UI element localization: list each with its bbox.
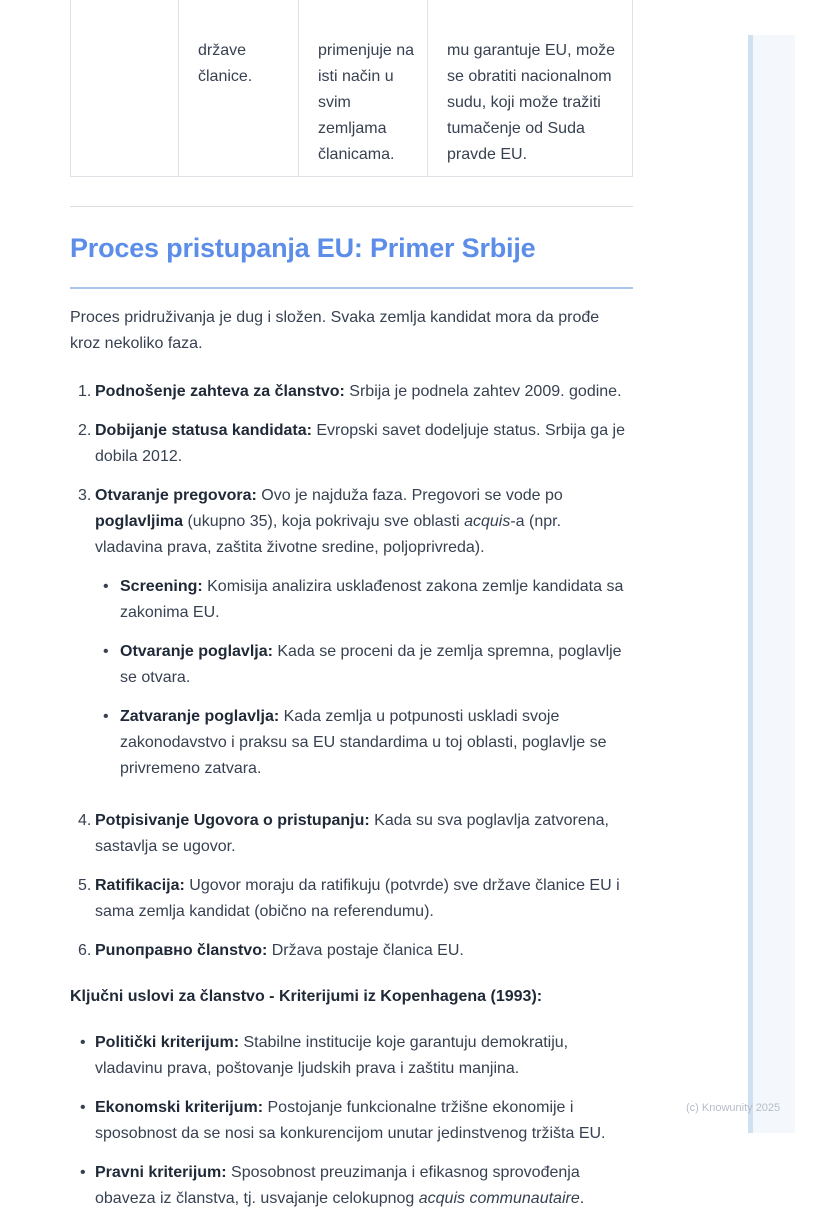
bullet-icon: • [103,708,109,725]
table-cell: države članice. [178,0,298,176]
list-item-text: Politički kriterijum: Stabilne institucije koje garantuju demokratiju, vladavinu prava, poštovanje ljudskih prava i zaštitu manjina. [95,1034,569,1077]
list-item-text: Dobijanje statusa kandidata: Evropski savet dodeljuje status. Srbija ga je dobila 2012. [95,422,625,465]
table-cell [70,0,178,176]
list-item [70,483,633,795]
intro-paragraph: Proces pridruživanja je dug i složen. Svaka zemlja kandidat mora da prođe kroz nekoliko faza. [70,309,600,352]
page-edge-fill [753,35,795,1133]
substeps-list [95,574,633,782]
list-item [70,808,633,860]
list-item [70,379,633,405]
list-item-text: Screening: Komisija analizira usklađenost zakona zemlje kandidata sa zakonima EU. [120,578,624,621]
table-cell: mu garantuje EU, može se obratiti nacionalnom sudu, koji može tražiti tumačenje od Suda pravde EU. [427,0,633,176]
list-item-text: Potpisivanje Ugovora o pristupanju: Kada su sva poglavlja zatvorena, sastavlja se ugovor. [95,812,609,855]
list-item-text: Zatvaranje poglavlja: Kada zemlja u potpunosti uskladi svoje zakonodavstvo i praksu sa EU standardima u toj oblasti, poglavlje se privremeno zatvara. [120,708,607,777]
list-item-text: Pravni kriterijum: Sposobnost preuzimanja i efikasnog sprovođenja obaveza iz članstva, tj. usvajanje celokupnog acquis communautaire. [95,1164,585,1207]
list-item [70,1030,633,1082]
criteria-list [70,1030,633,1212]
accession-steps-list [70,379,633,964]
bullet-icon: • [103,643,109,660]
list-item-text: Ratifikacija: Ugovor moraju da ratifikuju (potvrde) sve države članice EU i sama zemlja kandidat (obično na referendumu). [95,877,620,920]
list-number: 6. [78,942,92,959]
bullet-icon: • [80,1164,86,1181]
list-item-text: Otvaranje poglavlja: Kada se proceni da je zemlja spremna, poglavlje se otvara. [120,643,622,686]
copyright-note: (c) Knowunity 2025 [686,1102,781,1114]
criteria-heading: Ključni uslovi za članstvo - Kriterijumi iz Kopenhagena (1993): [70,988,543,1005]
list-item-text: Otvaranje pregovora: Ovo je najduža faza. Pregovori se vode po poglavljima (ukupno 35), koja pokrivaju sve oblasti acquis-a (npr. vladavina prava, zaštita životne sredine, poljoprivreda). [95,487,563,556]
list-item-text [95,483,633,795]
list-item [70,873,633,925]
list-item [95,704,633,782]
section-divider [70,206,633,207]
list-item [70,1095,633,1147]
list-item-text: Punoправно članstvo: Država postaje članica EU. [95,942,464,959]
bullet-icon: • [103,578,109,595]
bullet-icon: • [80,1099,86,1116]
page-edge-band [748,35,795,1133]
list-number: 3. [78,487,92,504]
table-cell: primenjuje na isti način u svim zemljama članicama. [298,0,427,176]
list-item-text: Ekonomski kriterijum: Postojanje funkcionalne tržišne ekonomije i sposobnost da se nosi sa konkurencijom unutar jedinstvenog tržišta EU. [95,1099,606,1142]
bullet-icon: • [80,1034,86,1051]
list-item [70,938,633,964]
list-item [70,1160,633,1212]
list-number: 4. [78,812,92,829]
summary-table [70,0,633,177]
document-page [70,0,633,1225]
list-number: 1. [78,383,92,400]
list-item-text: Podnošenje zahteva za članstvo: Srbija je podnela zahtev 2009. godine. [95,383,622,400]
list-number: 5. [78,877,92,894]
list-item [95,574,633,626]
list-number: 2. [78,422,92,439]
list-item [95,639,633,691]
list-item [70,418,633,470]
page-title: Proces pristupanja EU: Primer Srbije [70,231,633,289]
